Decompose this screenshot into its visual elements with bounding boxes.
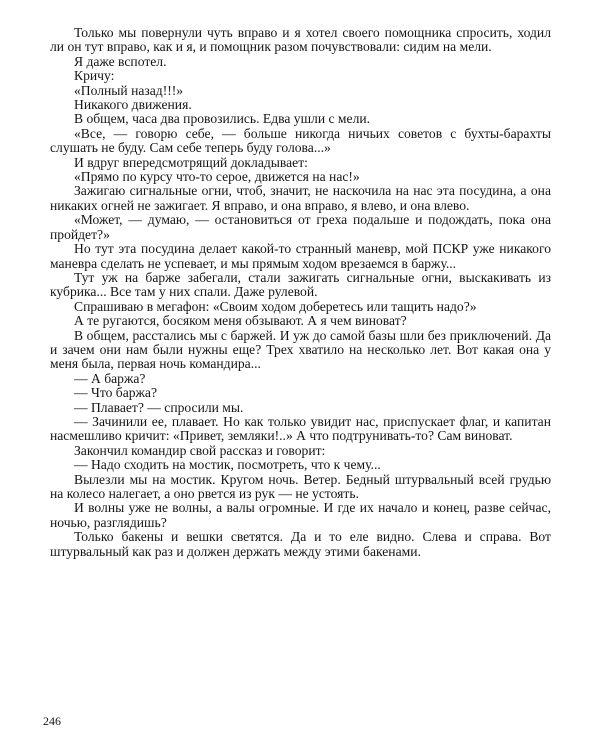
- paragraph-8: И вдруг впередсмотрящий докладывает:: [74, 154, 308, 170]
- paragraph-4: «Полный назад!!!»: [74, 82, 184, 98]
- paragraph-11: «Может, — думаю, — остановиться от греха подальше и подождать, пока она пройдет?»: [50, 212, 551, 242]
- paragraph-12: Но тут эта посудина делает какой-то странный маневр, мой ПСКР уже никакого маневра сделать не успевает, и мы прямым ходом врезаемся в баржу...: [50, 241, 551, 271]
- paragraph-20: — Зачинили ее, плавает. Но как только увидит нас, приспускает флаг, и капитан насмешливо кричит: «Привет, земляки!..» А что подтрунивать-то? Сам виноват.: [50, 413, 551, 444]
- page-text: [50, 26, 551, 559]
- paragraph-15: А те ругаются, босяком меня обзывают. А я чем виноват?: [74, 313, 407, 329]
- paragraph-14: Спрашиваю в мегафон: «Своим ходом доберетесь или тащить надо?»: [74, 298, 477, 314]
- paragraph-3: Кричу:: [74, 68, 115, 84]
- paragraph-13: Тут уж на барже забегали, стали зажигать сигнальные огни, выскакивать из кубрика... Все там у них спали. Даже рулевой.: [50, 269, 551, 300]
- paragraph-9: «Прямо по курсу что-то серое, движется на нас!»: [74, 169, 360, 185]
- paragraph-16: В общем, расстались мы с баржей. И уж до самой базы шли без приключений. Да и зачем они нам были нужны еще? Трех хватило на несколько лет. Вот какая она у меня была, первая ночь командира...: [50, 327, 551, 372]
- paragraph-10: Зажигаю сигнальные огни, чтоб, значит, не наскочила на нас эта посудина, а она никаких огней не зажигает. Я вправо, и она вправо, я влево, и она влево.: [50, 183, 551, 213]
- paragraph-6: В общем, часа два провозились. Едва ушли с мели.: [74, 111, 371, 127]
- paragraph-24: И волны уже не волны, а валы огромные. И где их начало и конец, разве сейчас, ночью, разглядишь?: [50, 500, 551, 530]
- paragraph-18: — Что баржа?: [74, 385, 157, 401]
- paragraph-7: «Все, — говорю себе, — больше никогда ничьих советов с бухты-барахты слушать не буду. Сам себе теперь буду голова...»: [50, 125, 551, 156]
- paragraph-23: Вылезли мы на мостик. Кругом ночь. Ветер. Бедный штурвальный всей грудью на колесо налегает, а оно рвется из рук — не устоять.: [50, 471, 551, 501]
- paragraph-19: — Плавает? — спросили мы.: [74, 399, 244, 415]
- paragraph-22: — Надо сходить на мостик, посмотреть, что к чему...: [74, 457, 381, 473]
- paragraph-5: Никакого движения.: [74, 97, 192, 113]
- paragraph-2: Я даже вспотел.: [74, 53, 167, 69]
- paragraph-21: Закончил командир свой рассказ и говорит:: [74, 442, 326, 458]
- page-number: 246: [43, 714, 61, 728]
- paragraph-25: Только бакены и вешки светятся. Да и то еле видно. Слева и справа. Вот штурвальный как раз и должен держать между этими бакенами.: [50, 529, 551, 559]
- paragraph-17: — А баржа?: [74, 370, 146, 386]
- paragraph-1: Только мы повернули чуть вправо и я хотел своего помощника спросить, ходил ли он тут вправо, как и я, и помощник разом почувствовали: сидим на мели.: [50, 25, 551, 55]
